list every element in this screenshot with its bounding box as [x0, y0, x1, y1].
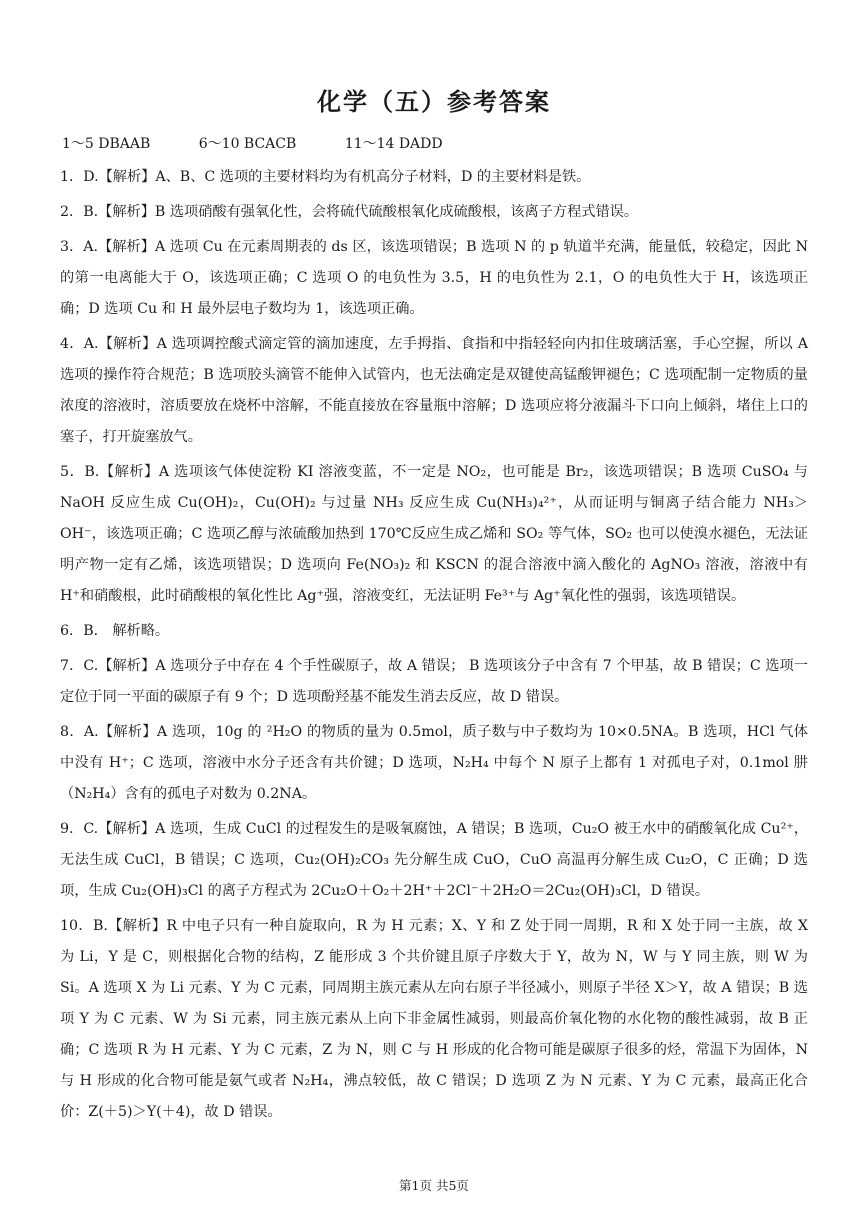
answer-group-1: 1～5 DBAAB [62, 136, 151, 152]
explanation-item-7: 7．C.【解析】A 选项分子中存在 4 个手性碳原子，故 A 错误； B 选项该分子中含有 7 个甲基，故 B 错误；C 选项一定位于同一平面的碳原子有 9 个；D 选项酚羟基不能发生消去反应，故 D 错误。 [60, 658, 808, 705]
explanation-item-3: 3．A.【解析】A 选项 Cu 在元素周期表的 ds 区，该选项错误；B 选项 N 的 p 轨道半充满，能量低，较稳定，因此 N 的第一电离能大于 O，该选项正确；C 选项 O 的电负性为 3.5，H 的电负性为 2.1，O 的电负性大于 H，该选项正确；D 选项 Cu 和 H 最外层电子数均为 1，该选项正确。 [60, 239, 808, 317]
page-title: 化学（五）参考答案 [317, 88, 551, 116]
explanation-item-2: 2．B.【解析】B 选项硝酸有强氧化性，会将硫代硫酸根氧化成硫酸根，该离子方程式错误。 [60, 204, 639, 220]
explanation-item-9: 9．C.【解析】A 选项，生成 CuCl 的过程发生的是吸氧腐蚀，A 错误；B 选项，Cu₂O 被王水中的硝酸氧化成 Cu²⁺，无法生成 CuCl，B 错误；C 选项，Cu₂(OH)₂CO₃ 先分解生成 CuO，CuO 高温再分解生成 Cu₂O，C 正确；D 选项，生成 Cu₂(OH)₃Cl 的离子方程式为 2Cu₂O＋O₂＋2H⁺＋2Cl⁻＋2H₂O＝2Cu₂(OH)₃Cl，D 错误。 [60, 821, 808, 899]
explanation-item-6: 6．B． 解析略。 [60, 623, 170, 639]
answer-group-2: 6～10 BCACB [198, 136, 297, 152]
answer-key [62, 133, 443, 153]
page-footer: 第1页 共5页 [399, 1178, 469, 1193]
explanation-list [60, 162, 808, 1132]
explanation-item-4: 4．A.【解析】A 选项调控酸式滴定管的滴加速度，左手拇指、食指和中指轻轻向内扣住玻璃活塞，手心空握，所以 A 选项的操作符合规范；B 选项胶头滴管不能伸入试管内，也无法确定是双键使高锰酸钾褪色；C 选项配制一定物质的量浓度的溶液时，溶质要放在烧杯中溶解，不能直接放在容量瓶中溶解；D 选项应将分液漏斗下口向上倾斜，堵住上口的塞子，打开旋塞放气。 [60, 336, 808, 445]
explanation-item-8: 8．A.【解析】A 选项，10g 的 ²H₂O 的物质的量为 0.5mol，质子数与中子数均为 10×0.5NA。B 选项，HCl 气体中没有 H⁺；C 选项，溶液中水分子还含有共价键；D 选项，N₂H₄ 中每个 N 原子上都有 1 对孤电子对，0.1mol 肼（N₂H₄）含有的孤电子对数为 0.2NA。 [60, 724, 808, 802]
explanation-item-10: 10．B.【解析】R 中电子只有一种自旋取向，R 为 H 元素；X、Y 和 Z 处于同一周期，R 和 X 处于同一主族，故 X 为 Li，Y 是 C，则根据化合物的结构，Z 能形成 3 个共价键且原子序数大于 Y，故为 N，W 与 Y 同主族，则 W 为 Si。A 选项 X 为 Li 元素、Y 为 C 元素，同周期主族元素从左向右原子半径减小，则原子半径 X＞Y，故 A 错误；B 选项 Y 为 C 元素、W 为 Si 元素，同主族元素从上向下非金属性减弱，则最高价氧化物的水化物的酸性减弱，故 B 正确；C 选项 R 为 H 元素、Y 为 C 元素，Z 为 N，则 C 与 H 形成的化合物可能是碳原子很多的烃，常温下为固体，N 与 H 形成的化合物可能是氨气或者 N₂H₄，沸点较低，故 C 错误；D 选项 Z 为 N 元素、Y 为 C 元素，最高正化合价：Z(＋5)＞Y(＋4)，故 D 错误。 [60, 918, 808, 1120]
explanation-item-5: 5．B.【解析】A 选项该气体使淀粉 KI 溶液变蓝，不一定是 NO₂，也可能是 Br₂，该选项错误；B 选项 CuSO₄ 与 NaOH 反应生成 Cu(OH)₂，Cu(OH)₂ 与过量 NH₃ 反应生成 Cu(NH₃)₄²⁺，从而证明与铜离子结合能力 NH₃＞OH⁻，该选项正确；C 选项乙醇与浓硫酸加热到 170℃反应生成乙烯和 SO₂ 等气体，SO₂ 也可以使溴水褪色，无法证明产物一定有乙烯，该选项错误；D 选项向 Fe(NO₃)₂ 和 KSCN 的混合溶液中滴入酸化的 AgNO₃ 溶液，溶液中有 H⁺和硝酸根，此时硝酸根的氧化性比 Ag⁺强，溶液变红，无法证明 Fe³⁺与 Ag⁺氧化性的强弱，该选项错误。 [60, 464, 808, 604]
explanation-item-1: 1．D.【解析】A、B、C 选项的主要材料均为有机高分子材料，D 的主要材料是铁。 [60, 169, 591, 185]
answer-group-3: 11～14 DADD [344, 136, 443, 152]
